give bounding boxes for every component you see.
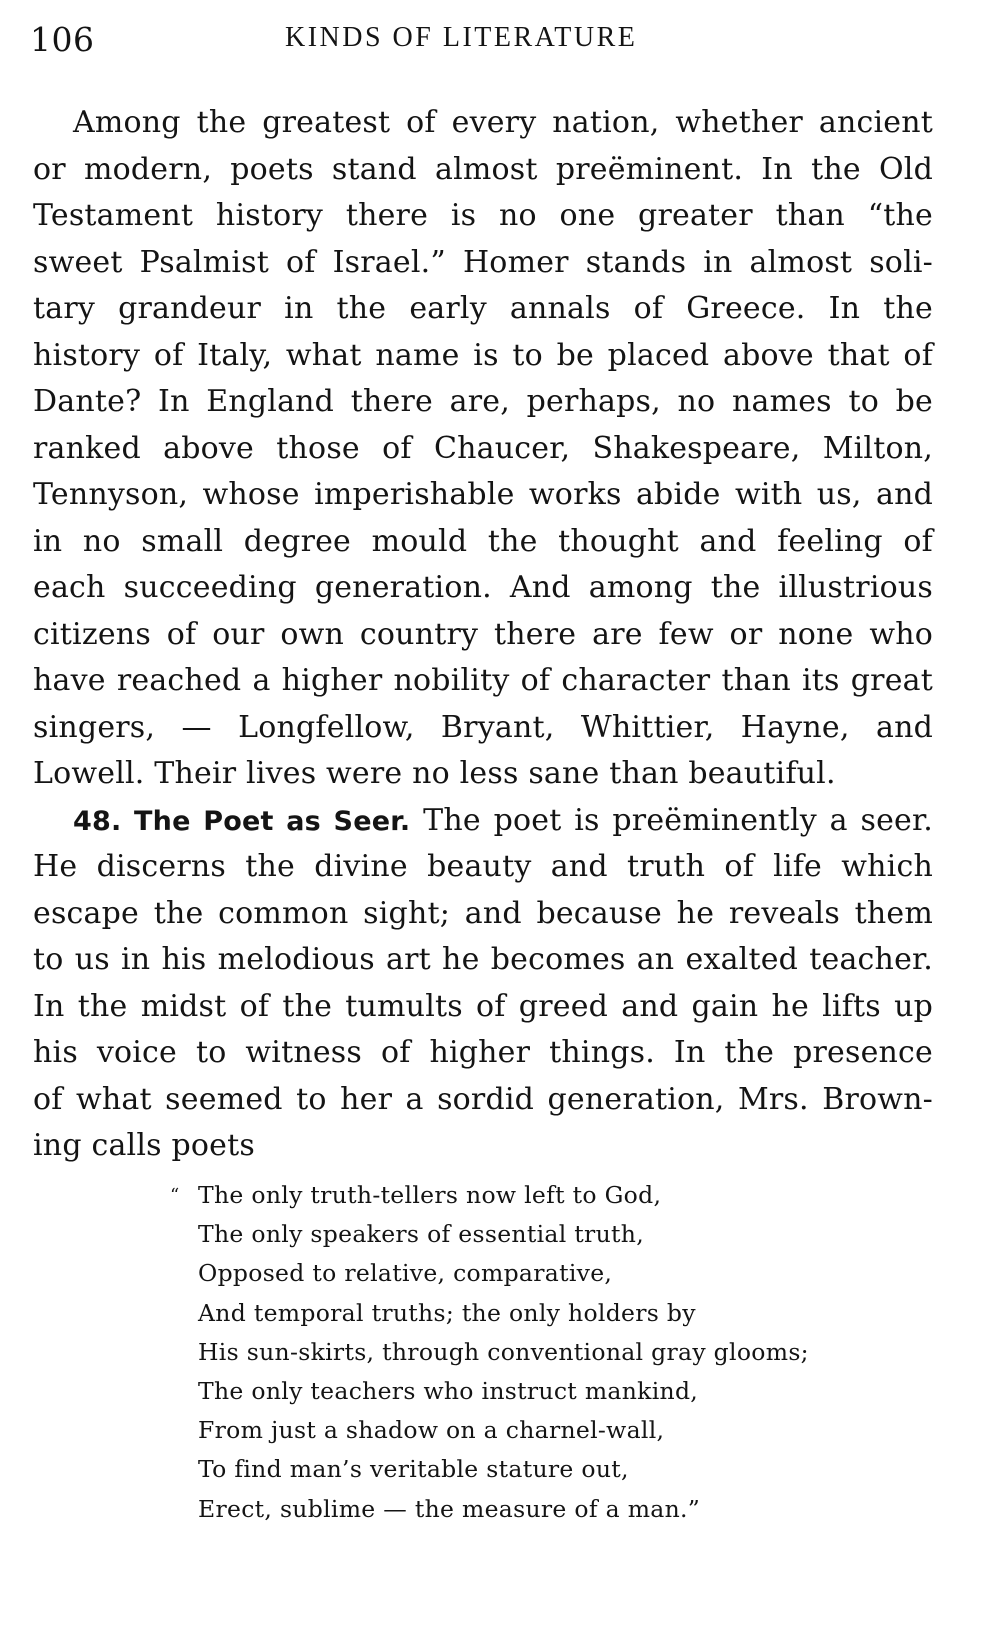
section-heading: 48. The Poet as Seer. xyxy=(73,805,411,837)
text-line: In the midst of the tumults of greed and gain he lifts up xyxy=(33,988,933,1024)
text-line: Testament history there is no one greater than “the xyxy=(33,198,933,233)
page-header xyxy=(30,18,730,68)
section-first-line xyxy=(33,798,933,845)
text-line: ranked above those of Chaucer, Shakespeare, Milton, xyxy=(33,430,933,466)
verse-text: The only truth-tellers now left to God, xyxy=(198,1181,662,1209)
text-line: of what seemed to her a sordid generation, Mrs. Brown- xyxy=(33,1081,933,1117)
text-line: Dante? In England there are, perhaps, no names to be xyxy=(33,384,933,419)
verse-line: Erect, sublime — the measure of a man.” xyxy=(198,1494,701,1523)
text-line: tary grandeur in the early annals of Greece. In the xyxy=(33,291,933,326)
text-line: or modern, poets stand almost preëminent. In the Old xyxy=(33,151,933,187)
text-line: to us in his melodious art he becomes an exalted teacher. xyxy=(33,942,933,977)
text-line: He discerns the divine beauty and truth of life which xyxy=(33,849,933,884)
opening-quote-mark: “ xyxy=(170,1185,180,1206)
verse-line: His sun-skirts, through conventional gray glooms; xyxy=(198,1337,809,1366)
section-first-line-text: The poet is preëminently a seer. xyxy=(423,802,933,838)
text-line: each succeeding generation. And among the illustrious xyxy=(33,570,933,605)
body-text xyxy=(33,100,933,1170)
text-line: in no small degree mould the thought and feeling of xyxy=(33,523,933,559)
verse-line: And temporal truths; the only holders by xyxy=(198,1298,696,1327)
text-line: ing calls poets xyxy=(33,1128,255,1163)
text-line: his voice to witness of higher things. In the presence xyxy=(33,1035,933,1070)
text-line: citizens of our own country there are few or none who xyxy=(33,616,933,652)
text-line: have reached a higher nobility of character than its great xyxy=(33,663,933,698)
text-line: singers, — Longfellow, Bryant, Whittier, Hayne, and xyxy=(33,709,933,745)
page-number: 106 xyxy=(30,20,95,59)
section-48-poet-as-seer xyxy=(33,798,933,1170)
text-line: Lowell. Their lives were no less sane than beautiful. xyxy=(33,756,836,791)
text-line: sweet Psalmist of Israel.” Homer stands in almost soli- xyxy=(33,244,933,280)
verse-line: To find man’s veritable stature out, xyxy=(198,1455,629,1484)
verse-line xyxy=(170,1176,930,1215)
paragraph-poets-preeminent xyxy=(33,100,933,798)
verse-line: The only speakers of essential truth, xyxy=(198,1220,644,1249)
text-line: Tennyson, whose imperishable works abide with us, and xyxy=(33,477,933,512)
text-line: history of Italy, what name is to be placed above that of xyxy=(33,337,933,373)
verse-line: Opposed to relative, comparative, xyxy=(198,1259,613,1288)
verse-line: From just a shadow on a charnel-wall, xyxy=(198,1416,665,1445)
text-line: Among the greatest of every nation, whether ancient xyxy=(73,105,933,140)
text-line: escape the common sight; and because he reveals them xyxy=(33,895,933,931)
block-quotation xyxy=(170,1176,930,1529)
verse-line: The only teachers who instruct mankind, xyxy=(198,1376,699,1405)
running-head: KINDS OF LITERATURE xyxy=(285,22,638,53)
